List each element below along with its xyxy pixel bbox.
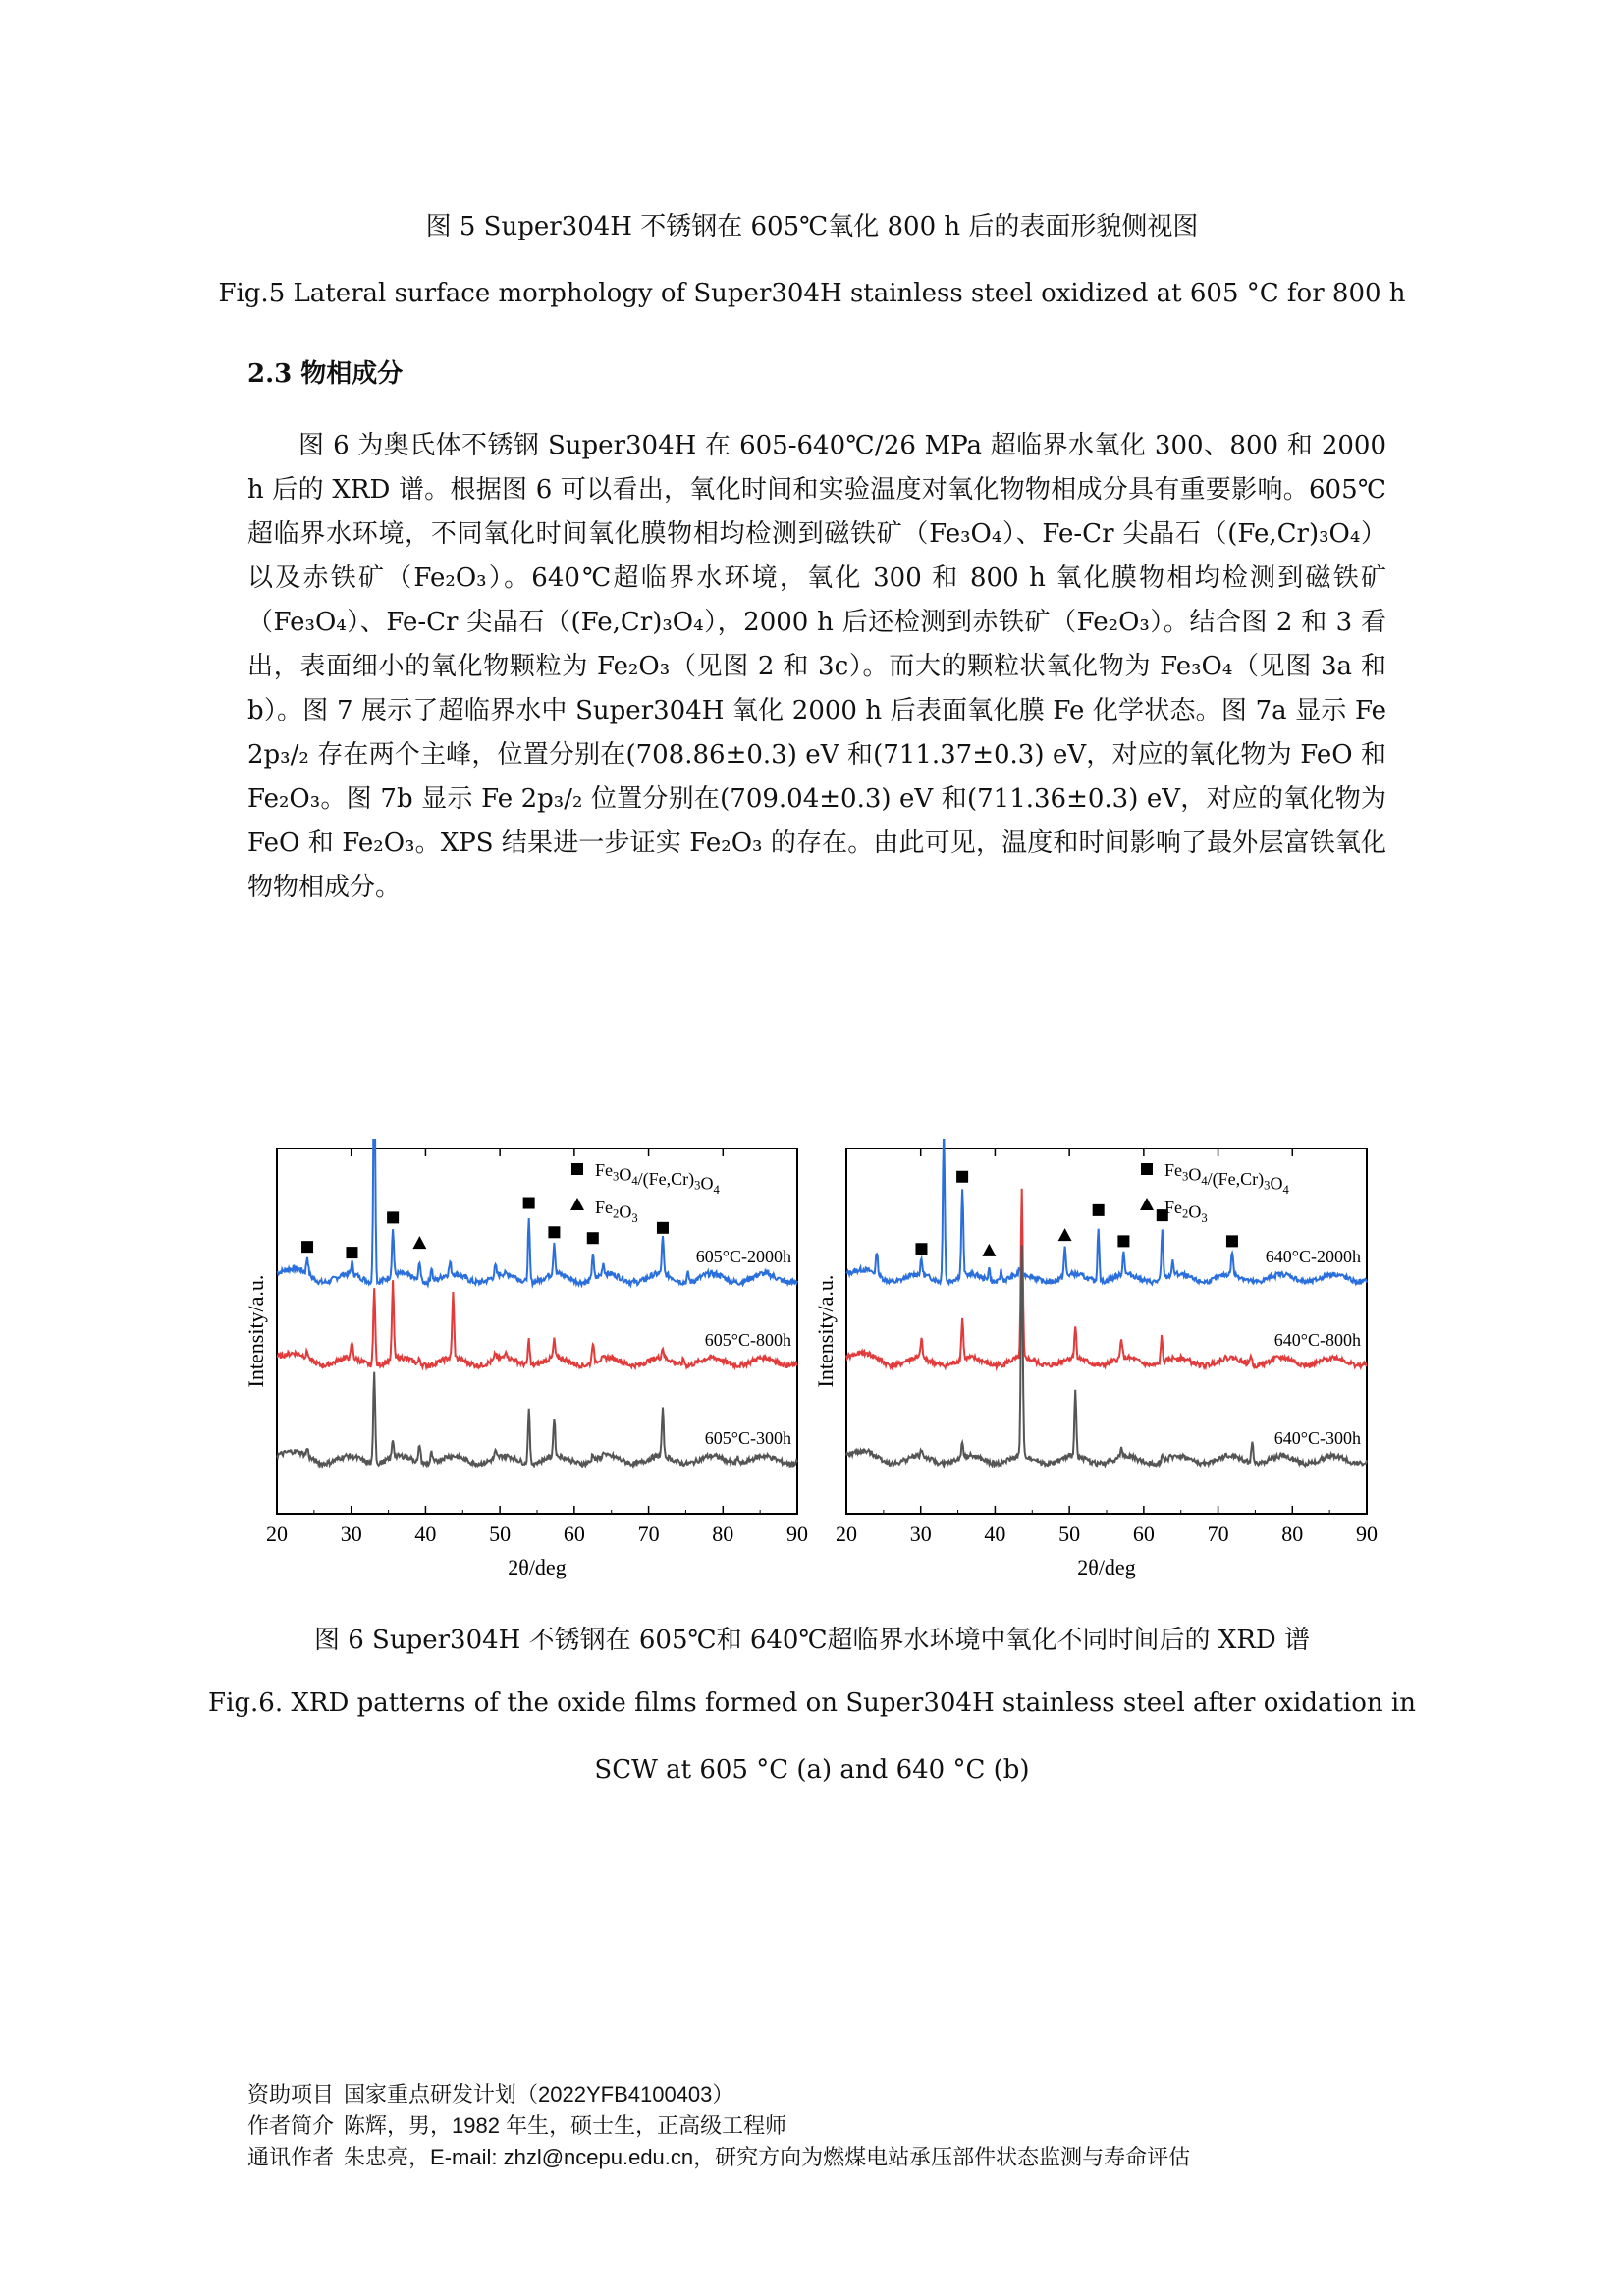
- y-axis-label: Intensity/a.u.: [244, 1274, 268, 1388]
- legend-label-fe2o3: $Fe_2O_3$: [1164, 1198, 1208, 1225]
- x-tick-label: 50: [489, 1522, 512, 1546]
- legend-square-marker: [571, 1163, 583, 1175]
- series-label: 640°C-2000h: [1265, 1247, 1361, 1266]
- legend-triangle-marker: [570, 1198, 584, 1210]
- x-tick-label: 60: [563, 1522, 585, 1546]
- series-label: 640°C-800h: [1273, 1330, 1361, 1350]
- x-tick-label: 50: [1058, 1522, 1081, 1546]
- y-axis-label: Intensity/a.u.: [813, 1274, 838, 1388]
- fe3o4-marker: [301, 1241, 313, 1253]
- fe3o4-marker: [1226, 1235, 1238, 1247]
- fe3o4-marker: [657, 1222, 669, 1234]
- x-tick-label: 70: [1207, 1522, 1229, 1546]
- fe3o4-marker: [1117, 1235, 1129, 1247]
- body-paragraph: 图 6 为奥氏体不锈钢 Super304H 在 605-640℃/26 MPa 超临界水氧化 300、800 和 2000 h 后的 XRD 谱。根据图 6 可以看出，氧化时间和实验温度对氧化物物相成分具有重要影响。605℃超临界水环境，不同氧化时间氧化膜物相均检测到磁铁矿（Fe₃O₄）、Fe-Cr 尖晶石（(Fe,Cr)₃O₄）以及赤铁矿（Fe₂O₃）。640℃超临界水环境，氧化 300 和 800 h 氧化膜物相均检测到磁铁矿（Fe₃O₄）、Fe-Cr 尖晶石（(Fe,Cr)₃O₄），2000 h 后还检测到赤铁矿（Fe₂O₃）。结合图 2 和 3 看出，表面细小的氧化物颗粒为 Fe₂O₃（见图 2 和 3c）。而大的颗粒状氧化物为 Fe₃O₄（见图 3a 和 b）。图 7 展示了超临界水中 Super304H 氧化 2000 h 后表面氧化膜 Fe 化学状态。图 7a 显示 Fe 2p₃/₂ 存在两个主峰，位置分别在(708.86±0.3) eV 和(711.37±0.3) eV，对应的氧化物为 FeO 和 Fe₂O₃。图 7b 显示 Fe 2p₃/₂ 位置分别在(709.04±0.3) eV 和(711.36±0.3) eV，对应的氧化物为 FeO 和 Fe₂O₃。XPS 结果进一步证实 Fe₂O₃ 的存在。由此可见，温度和时间影响了最外层富铁氧化物物相成分。: [247, 431, 1386, 902]
- corr-label: 通讯作者: [247, 2145, 335, 2169]
- fe2o3-marker: [1058, 1228, 1072, 1241]
- body-text: [247, 424, 1386, 910]
- xrd-panel-640: [813, 1139, 1378, 1579]
- fe3o4-marker: [387, 1211, 399, 1223]
- legend-label-fe3o4: $Fe_3O_4/(Fe,Cr)_3O_4$: [1164, 1160, 1289, 1197]
- x-tick-label: 40: [984, 1522, 1006, 1546]
- x-axis-label: 2θ/deg: [508, 1555, 567, 1579]
- fe3o4-marker: [1093, 1204, 1105, 1216]
- series-label: 605°C-300h: [704, 1428, 791, 1448]
- fe3o4-marker: [915, 1243, 927, 1255]
- fe3o4-marker: [587, 1232, 599, 1244]
- series-label: 640°C-300h: [1273, 1428, 1361, 1448]
- series-line: [277, 1372, 797, 1467]
- series-label: 605°C-2000h: [695, 1247, 791, 1266]
- legend-label-fe2o3: $Fe_2O_3$: [595, 1198, 638, 1225]
- legend-label-fe3o4: $Fe_3O_4/(Fe,Cr)_3O_4$: [595, 1160, 720, 1197]
- author-value: 陈辉，男，1982 年生，硕士生，正高级工程师: [344, 2113, 787, 2138]
- fig6-xrd-figure: [236, 1139, 1394, 1600]
- fe3o4-marker: [346, 1247, 357, 1258]
- x-tick-label: 30: [340, 1522, 362, 1546]
- x-tick-label: 80: [1281, 1522, 1304, 1546]
- series-label: 605°C-800h: [704, 1330, 791, 1350]
- fig6-caption-cn: 图 6 Super304H 不锈钢在 605℃和 640℃超临界水环境中氧化不同时间后的 XRD 谱: [313, 1626, 1311, 1655]
- x-tick-label: 30: [909, 1522, 932, 1546]
- legend-square-marker: [1141, 1163, 1153, 1175]
- funding-value: 国家重点研发计划（2022YFB4100403）: [344, 2082, 734, 2107]
- fig5-caption-cn: 图 5 Super304H 不锈钢在 605℃氧化 800 h 后的表面形貌侧视图: [425, 212, 1199, 241]
- x-tick-label: 90: [786, 1522, 808, 1546]
- x-tick-label: 70: [637, 1522, 660, 1546]
- fe3o4-marker: [548, 1226, 560, 1238]
- x-tick-label: 20: [836, 1522, 857, 1546]
- corr-author-line: [247, 2142, 1190, 2173]
- author-label: 作者简介: [247, 2113, 335, 2138]
- fe2o3-marker: [412, 1236, 426, 1249]
- x-tick-label: 20: [266, 1522, 288, 1546]
- fe3o4-marker: [956, 1171, 968, 1183]
- x-tick-label: 80: [712, 1522, 734, 1546]
- x-axis-label: 2θ/deg: [1077, 1555, 1136, 1579]
- legend-triangle-marker: [1140, 1198, 1154, 1210]
- fe2o3-marker: [982, 1244, 996, 1256]
- fig6-caption-en-2: SCW at 605 °C (a) and 640 °C (b): [594, 1755, 1030, 1785]
- funding-label: 资助项目: [247, 2082, 335, 2107]
- footer-notes: [247, 2079, 1190, 2173]
- x-tick-label: 60: [1132, 1522, 1155, 1546]
- fig6-caption-en-1: Fig.6. XRD patterns of the oxide films formed on Super304H stainless steel after oxidation in: [208, 1688, 1416, 1718]
- author-line: [247, 2110, 1190, 2142]
- xrd-panel-605: [244, 1139, 808, 1579]
- fe3o4-marker: [523, 1198, 535, 1209]
- section-title: 2.3 物相成分: [247, 359, 404, 389]
- x-tick-label: 40: [414, 1522, 437, 1546]
- funding-line: [247, 2079, 1190, 2110]
- corr-value: 朱忠亮，E-mail: zhzl@ncepu.edu.cn，研究方向为燃煤电站承压部件状态监测与寿命评估: [344, 2145, 1191, 2169]
- series-line: [277, 1280, 797, 1367]
- fig5-caption-en: Fig.5 Lateral surface morphology of Super304H stainless steel oxidized at 605 °C for 800 h: [218, 279, 1406, 308]
- x-tick-label: 90: [1356, 1522, 1378, 1546]
